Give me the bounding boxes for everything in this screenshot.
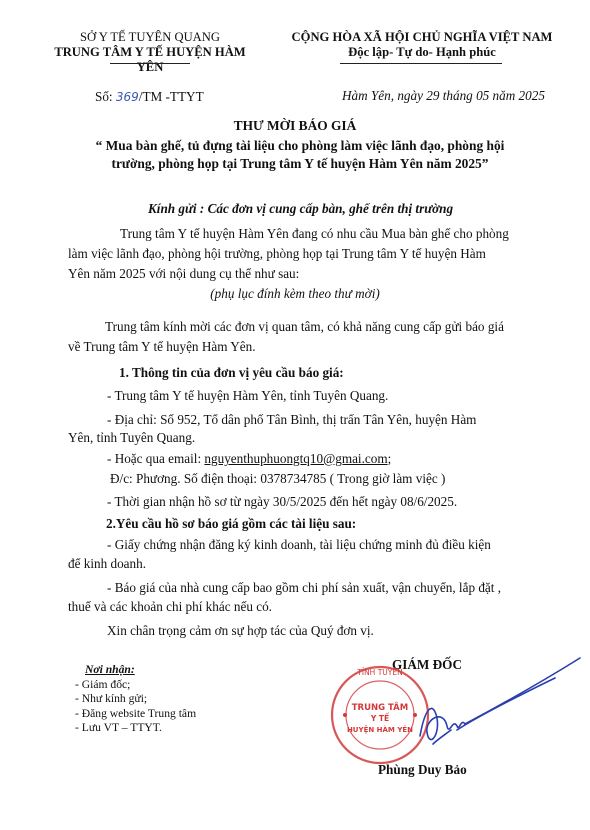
email-link[interactable]: nguyenthuphuongtq10@gmai.com [204,451,388,466]
stamp-center-line-1: TRUNG TÂM [351,703,409,713]
section-2-item-b-line-2: thuế và các khoản chi phí khác nếu có. [68,599,272,614]
recipient-item: - Đăng website Trung tâm [75,706,197,720]
recipients-title: Nơi nhận: [85,663,135,676]
section-1-time: - Thời gian nhận hồ sơ từ ngày 30/5/2025 đến hết ngày 08/6/2025. [107,494,458,509]
section-1-email: - Hoặc qua email: nguyenthuphuongtq10@gmai.com; [107,451,392,466]
section-2-item-b-line-1: - Báo giá của nhà cung cấp bao gồm chi phí sản xuất, vận chuyển, lắp đặt , [107,580,502,595]
document-number: Số: 369/TM -TTYT [95,89,204,104]
salutation: Kính gửi : Các đơn vị cung cấp bàn, ghế trên thị trường [148,201,454,216]
section-2-item-a-line-2: để kinh doanh. [68,556,147,571]
stamp-top-text: TỈNH TUYÊN [357,668,403,677]
invite-line-2: về Trung tâm Y tế huyện Hàm Yên. [68,339,256,354]
handwritten-number: 369 [115,90,139,104]
handwritten-signature-icon [420,658,580,744]
national-motto: Độc lập- Tự do- Hạnh phúc [348,45,496,59]
nation-name: CỘNG HÒA XÃ HỘI CHỦ NGHĨA VIỆT NAM [291,30,553,44]
intro-line-2: làm việc lãnh đạo, phòng hội trường, phòng họp tại Trung tâm Y tế huyện Hàm [68,246,486,261]
official-stamp-icon [332,667,428,763]
section-1-unit: - Trung tâm Y tế huyện Hàm Yên, tỉnh Tuyên Quang. [107,388,389,403]
signer-position: GIÁM ĐỐC [392,657,462,672]
recipient-item: - Lưu VT – TTYT. [75,721,162,734]
section-1-address-line-1: - Địa chỉ: Số 952, Tổ dân phố Tân Bình, thị trấn Tân Yên, huyện Hàm [107,412,477,427]
stamp-center-line-3: HUYỆN HÀM YÊN [346,726,414,734]
header-left-underline [110,63,190,64]
recipient-item: - Giám đốc; [75,677,131,691]
recipient-item: - Như kính gửi; [75,692,148,705]
appendix-note: (phụ lục đính kèm theo thư mời) [210,286,380,301]
intro-line-3: Yên năm 2025 với nội dung cụ thể như sau: [68,266,300,281]
closing-line: Xin chân trọng cảm ơn sự hợp tác của Quý đơn vị. [107,623,374,638]
section-2-title: 2.Yêu cầu hồ sơ báo giá gồm các tài liệu sau: [106,516,357,531]
recipients-block [75,663,196,736]
header-right-underline [340,63,502,64]
organization-name: TRUNG TÂM Y TẾ HUYỆN HÀM YÊN [54,45,246,74]
header-right [272,30,572,60]
intro-line-1: Trung tâm Y tế huyện Hàm Yên đang có nhu cầu Mua bàn ghế cho phòng [120,226,509,241]
ministry-name: SỞ Y TẾ TUYÊN QUANG [80,30,220,44]
section-1-address-line-2: Yên, tỉnh Tuyên Quang. [68,430,196,445]
stamp-and-signature [325,648,585,778]
stamp-center-line-2: Y TẾ [370,714,390,723]
section-1-contact: Đ/c: Phương. Số điện thoại: 0378734785 ( Trong giờ làm việc ) [110,471,446,486]
section-1-title: 1. Thông tin của đơn vị yêu cầu báo giá: [119,365,344,380]
section-2-item-a-line-1: - Giấy chứng nhận đăng ký kinh doanh, tài liệu chứng minh đủ điều kiện [107,537,491,552]
signer-name: Phùng Duy Bảo [378,762,467,777]
letter-subtitle: “ Mua bàn ghế, tủ đựng tài liệu cho phòng làm việc lãnh đạo, phòng hội trường, phòng họp tại Trung tâm Y tế huyện Hàm Yên năm 2025” [95,138,505,171]
invite-line-1: Trung tâm kính mời các đơn vị quan tâm, có khả năng cung cấp gửi báo giá [105,319,504,334]
header-left [40,30,260,75]
place-date: Hàm Yên, ngày 29 tháng 05 năm 2025 [342,88,545,103]
letter-title: THƯ MỜI BÁO GIÁ [233,118,357,133]
